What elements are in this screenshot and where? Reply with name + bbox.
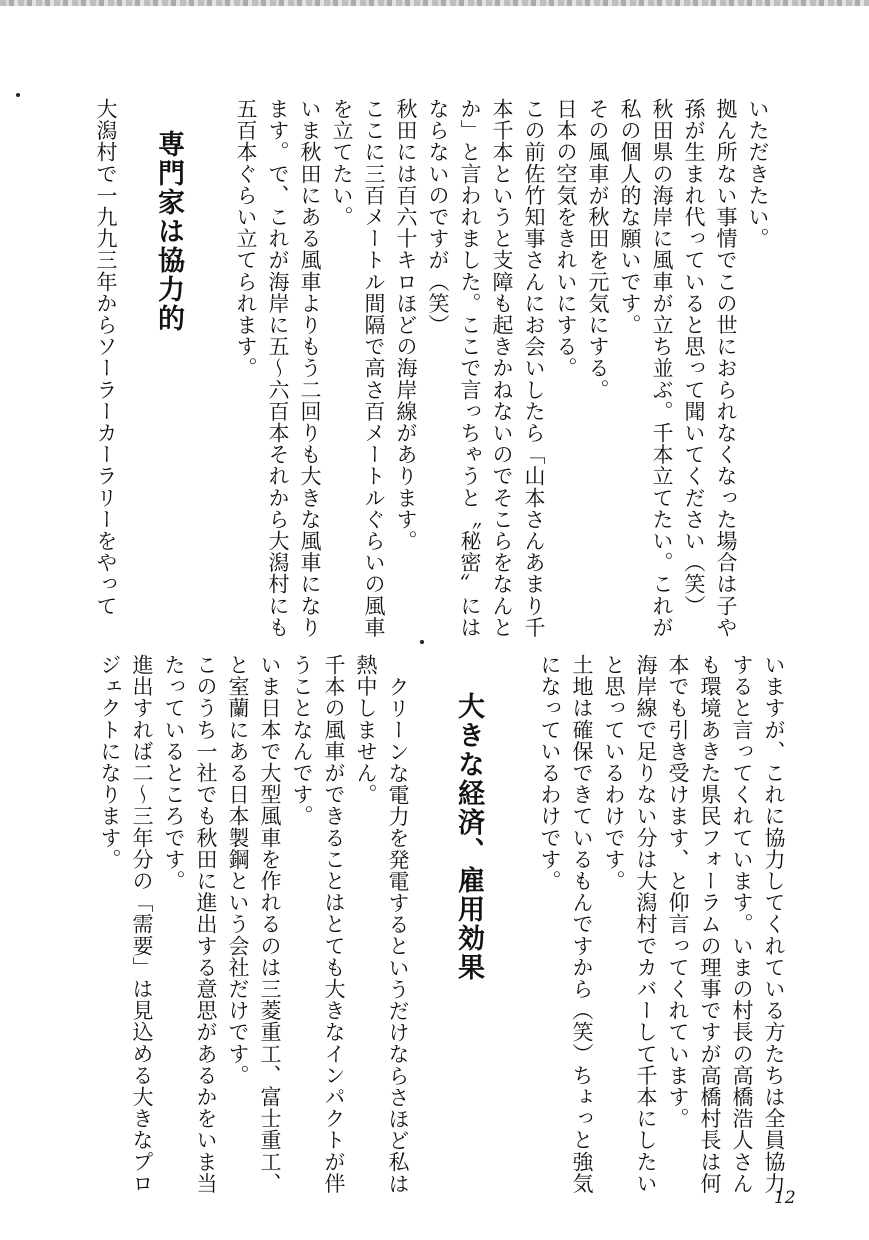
- text-column: 五百本ぐらい立てられます。: [234, 98, 258, 379]
- text-column: いますが、これに協力してくれている方たちは全員協力: [762, 654, 786, 1194]
- page-number: 12: [774, 1188, 796, 1208]
- section-heading: 専門家は協力的: [153, 130, 184, 333]
- text-column: 孫が生まれ代っていると思って聞いてください（笑）: [682, 98, 706, 617]
- text-column: すると言ってくれています。いまの村長の高橋浩人さん: [730, 654, 754, 1194]
- text-column: この前佐竹知事さんにお会いしたら「山本さんあまり千: [522, 98, 546, 638]
- text-column: 進出すれば二〜三年分の「需要」は見込める大きなプロ: [130, 654, 154, 1194]
- text-column: 土地は確保できているもんですから（笑）ちょっと強気: [570, 654, 594, 1194]
- text-column: 秋田県の海岸に風車が立ち並ぶ。千本立てたい。これが: [650, 98, 674, 638]
- scan-speck: [16, 93, 20, 97]
- scan-speck: [420, 640, 424, 644]
- text-column: を立てたい。: [330, 98, 354, 228]
- text-column: 千本の風車ができることはとても大きなインパクトが伴: [322, 654, 346, 1194]
- text-column: 大潟村で一九九三年からソーラーカーラリーをやって: [94, 98, 118, 617]
- text-column: か」と言われました。ここで言っちゃうと〝秘密〟には: [458, 98, 482, 638]
- text-column: ます。で、これが海岸に五〜六百本それから大潟村にも: [266, 98, 290, 638]
- text-column: いま秋田にある風車よりもう二回りも大きな風車になり: [298, 98, 322, 638]
- text-column: 本でも引き受けます、と仰言ってくれています。: [666, 654, 690, 1130]
- section-heading: 大きな経済、雇用効果: [453, 692, 484, 982]
- text-column: 熱中しません。: [354, 654, 378, 806]
- text-column: 秋田には百六十キロほどの海岸線があります。: [394, 98, 418, 552]
- text-column: になっているわけです。: [538, 654, 562, 892]
- text-column: と室蘭にある日本製鋼という会社だけです。: [226, 654, 250, 1086]
- text-column: 海岸線で足りない分は大潟村でカバーして千本にしたい: [634, 654, 658, 1194]
- text-column: と思っているわけです。: [602, 654, 626, 892]
- text-column: うことなんです。: [290, 654, 314, 827]
- text-column: このうち一社でも秋田に進出する意思があるかをいま当: [194, 654, 218, 1194]
- scan-top-edge: [0, 0, 869, 6]
- text-column: ジェクトになります。: [98, 654, 122, 870]
- text-column: ここに三百メートル間隔で高さ百メートルぐらいの風車: [362, 98, 386, 638]
- text-column: いただきたい。: [746, 98, 770, 250]
- text-column: ならないのですが（笑）: [426, 98, 450, 336]
- text-column: も環境あきた県民フォーラムの理事ですが高橋村長は何: [698, 654, 722, 1194]
- text-column: いま日本で大型風車を作れるのは三菱重工、富士重工、: [258, 654, 282, 1194]
- text-column: 拠ん所ない事情でこの世におられなくなった場合は子や: [714, 98, 738, 638]
- text-column: その風車が秋田を元気にする。: [586, 98, 610, 401]
- text-column: 私の個人的な願いです。: [618, 98, 642, 336]
- text-column: たっているところです。: [162, 654, 186, 892]
- text-column: クリーンな電力を発電するというだけならさほど私は: [386, 676, 410, 1195]
- text-column: 本千本というと支障も起きかねないのでそこらをなんと: [490, 98, 514, 638]
- text-column: 日本の空気をきれいにする。: [554, 98, 578, 379]
